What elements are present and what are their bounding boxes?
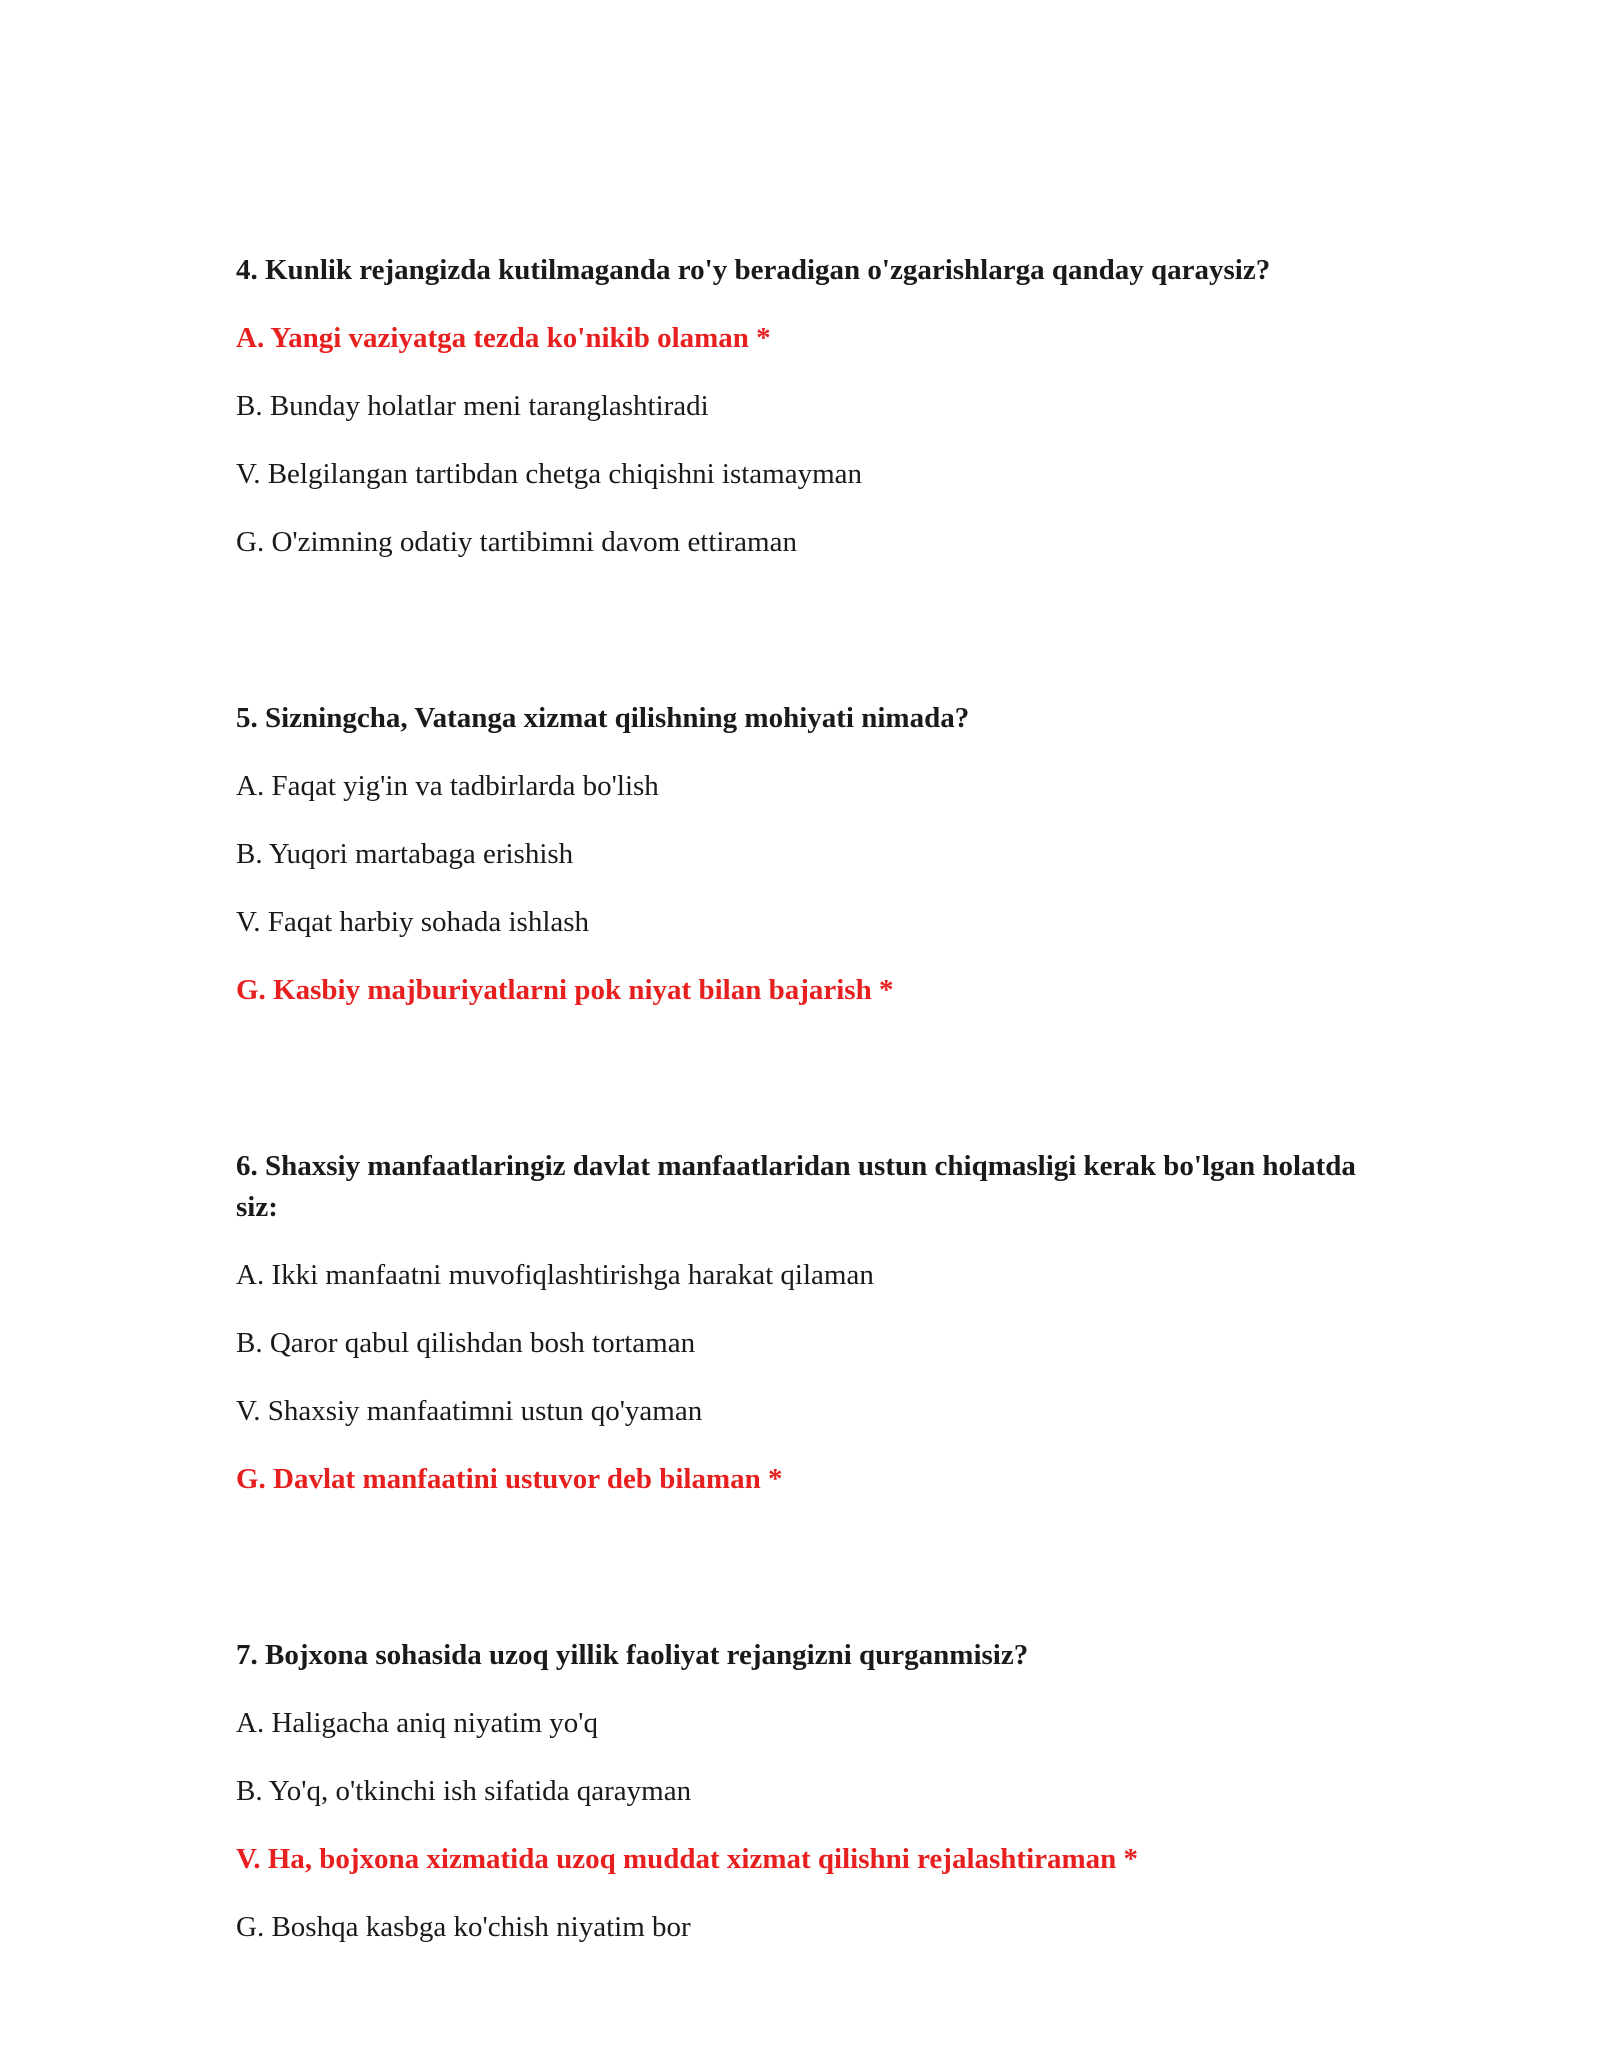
- question-title: 5. Sizningcha, Vatanga xizmat qilishning mohiyati nimada?: [236, 702, 970, 734]
- option-v: V. Belgilangan tartibdan chetga chiqishni istamayman: [236, 458, 863, 490]
- question-title: 4. Kunlik rejangizda kutilmaganda ro'y beradigan o'zgarishlarga qanday qaraysiz?: [236, 254, 1271, 286]
- option-a: A. Ikki manfaatni muvofiqlashtirishga harakat qilaman: [236, 1259, 874, 1291]
- option-b: B. Qaror qabul qilishdan bosh tortaman: [236, 1327, 696, 1359]
- question-title: 7. Bojxona sohasida uzoq yillik faoliyat rejangizni qurganmisiz?: [236, 1639, 1029, 1671]
- option-a: A. Haligacha aniq niyatim yo'q: [236, 1707, 598, 1739]
- question-5: [236, 698, 1400, 1011]
- question-title: 6. Shaxsiy manfaatlaringiz davlat manfaatlaridan ustun chiqmasligi kerak bo'lgan holatda siz:: [236, 1150, 1356, 1223]
- option-a-correct: A. Yangi vaziyatga tezda ko'nikib olaman *: [236, 322, 771, 354]
- option-g-correct: G. Kasbiy majburiyatlarni pok niyat bilan bajarish *: [236, 974, 894, 1006]
- option-v: V. Shaxsiy manfaatimni ustun qo'yaman: [236, 1395, 703, 1427]
- option-g: G. O'zimning odatiy tartibimni davom ettiraman: [236, 526, 797, 558]
- option-a: A. Faqat yig'in va tadbirlarda bo'lish: [236, 770, 659, 802]
- option-b: B. Yo'q, o'tkinchi ish sifatida qarayman: [236, 1775, 692, 1807]
- option-v: V. Faqat harbiy sohada ishlash: [236, 906, 590, 938]
- question-7: [236, 1635, 1400, 1948]
- question-6: [236, 1146, 1400, 1500]
- option-g: G. Boshqa kasbga ko'chish niyatim bor: [236, 1911, 691, 1943]
- question-4: [236, 250, 1400, 563]
- option-b: B. Bunday holatlar meni taranglashtiradi: [236, 390, 709, 422]
- option-v-correct: V. Ha, bojxona xizmatida uzoq muddat xizmat qilishni rejalashtiraman *: [236, 1843, 1139, 1875]
- option-g-correct: G. Davlat manfaatini ustuvor deb bilaman *: [236, 1463, 783, 1495]
- option-b: B. Yuqori martabaga erishish: [236, 838, 574, 870]
